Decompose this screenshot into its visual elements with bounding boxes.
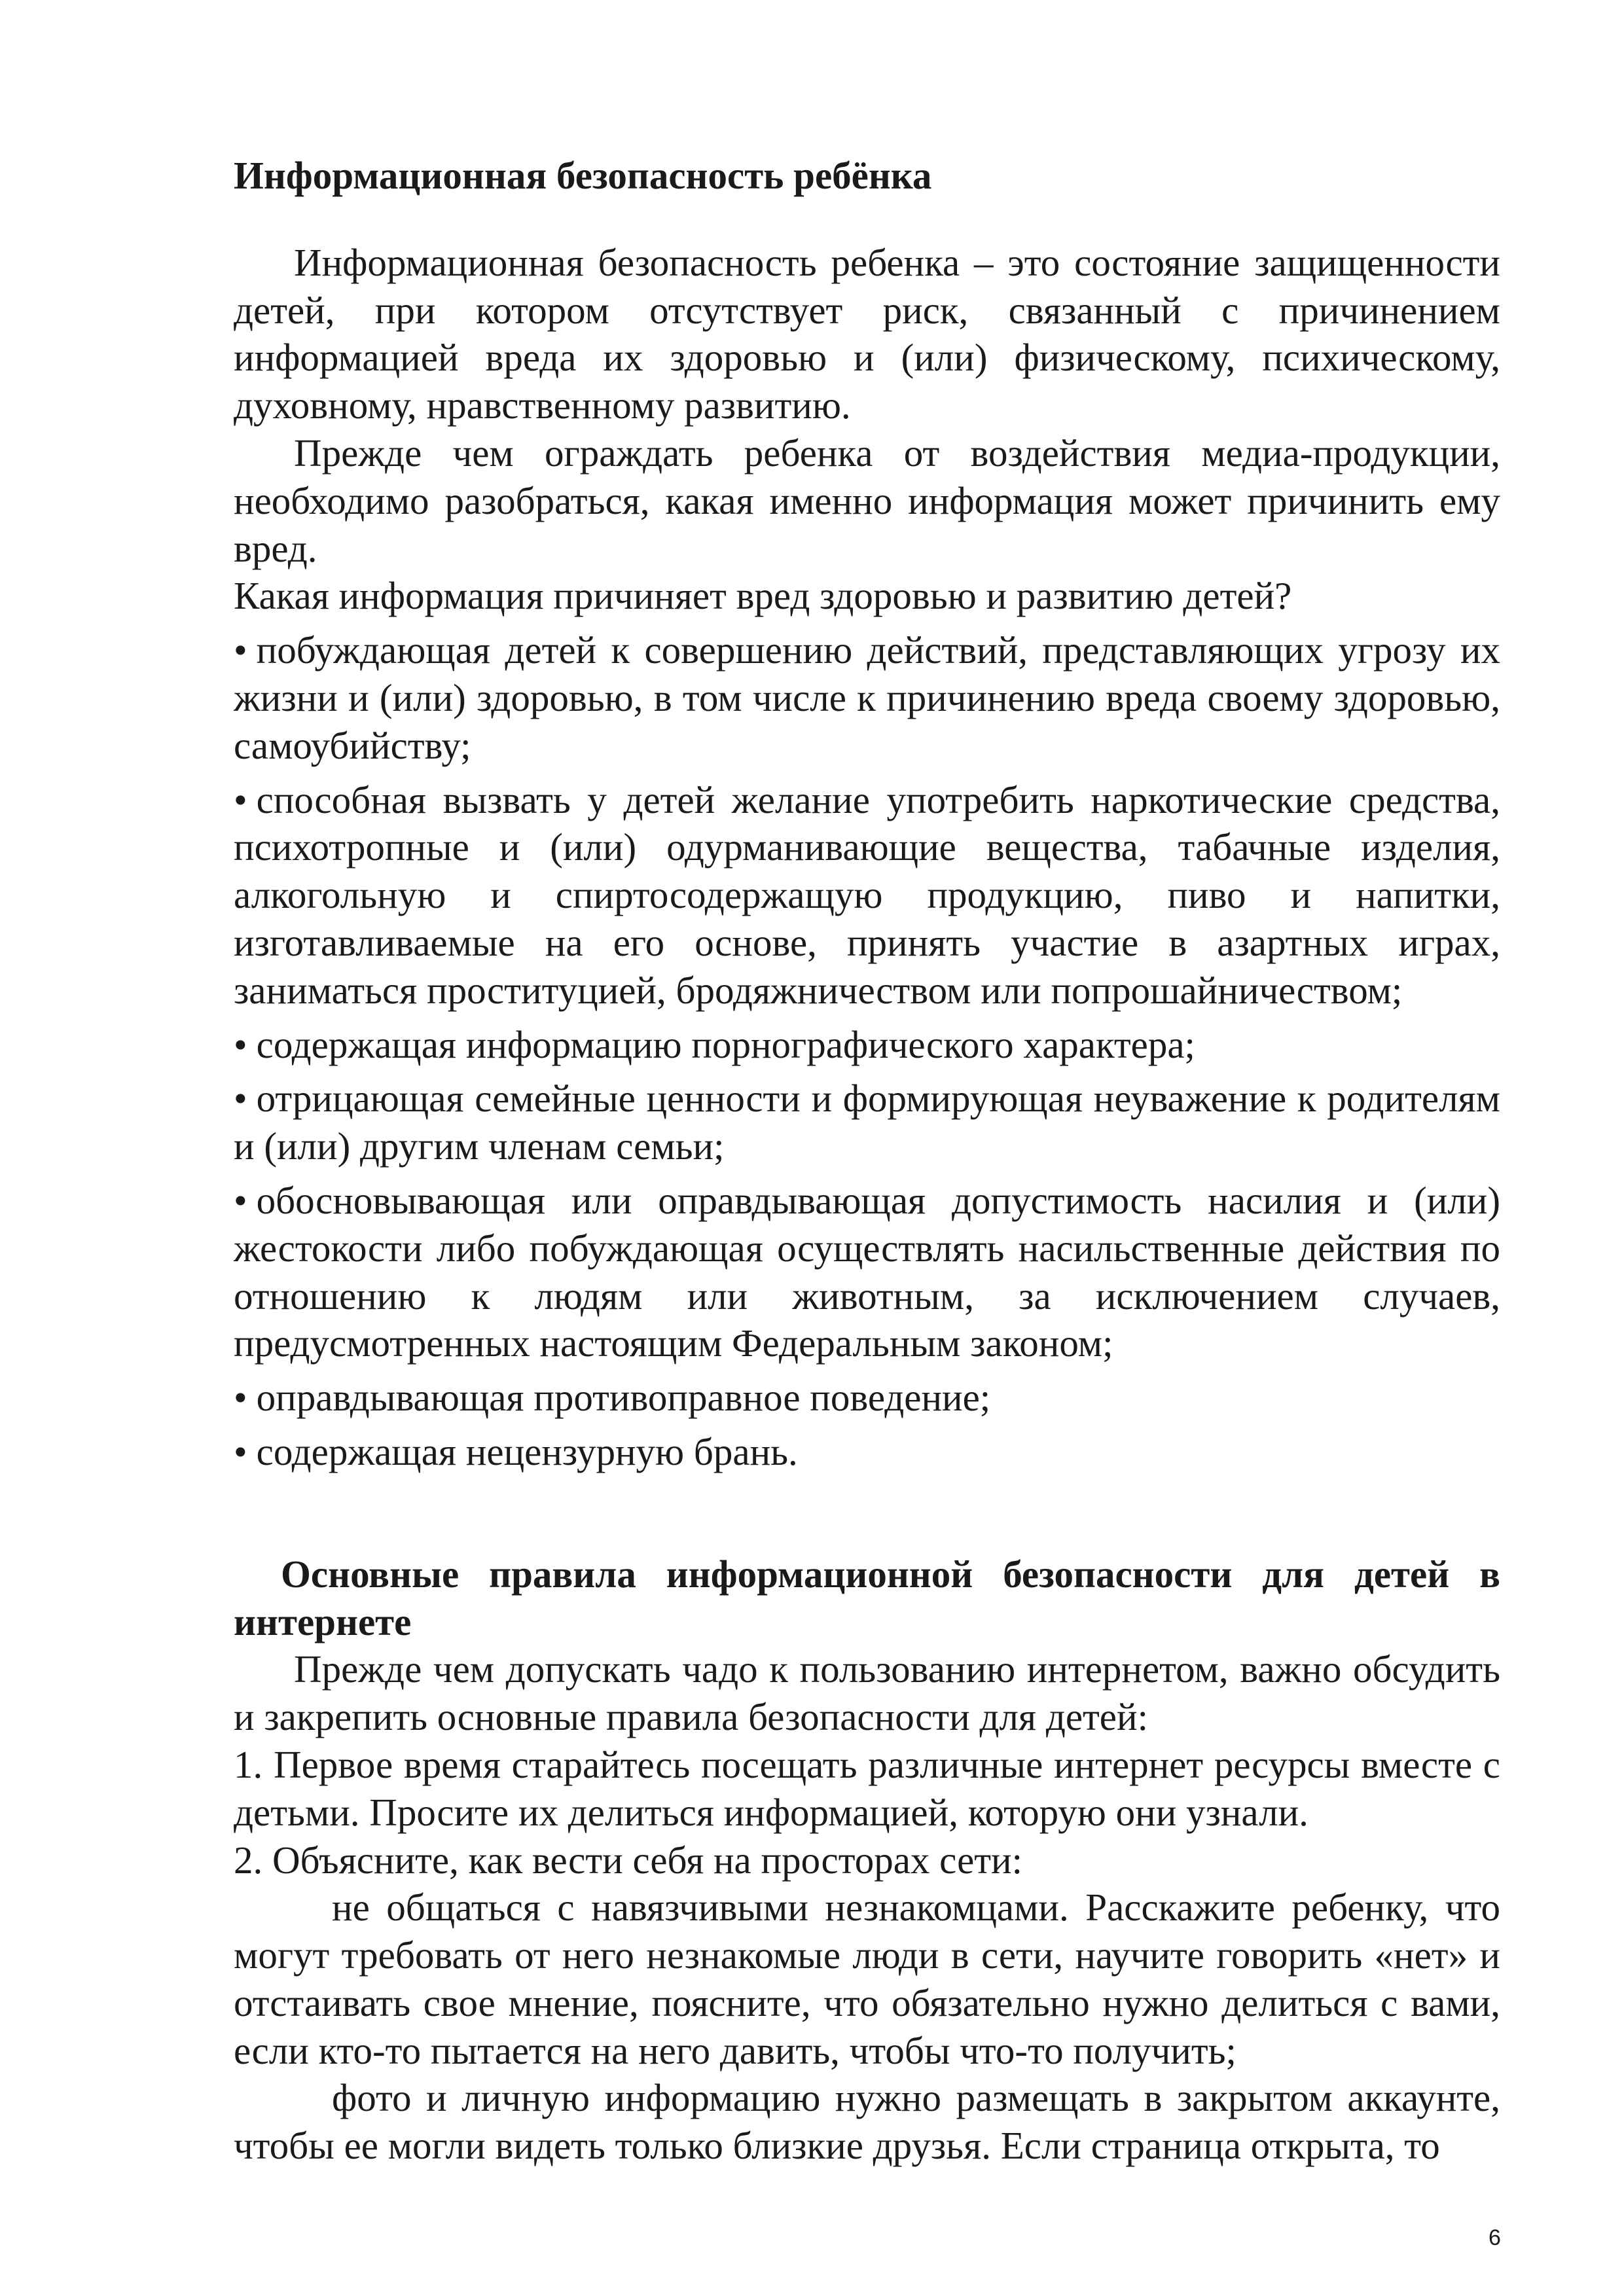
list-item bbox=[234, 1374, 1500, 1422]
rule-2: 2. Объясните, как вести себя на просторах сети: bbox=[234, 1838, 1023, 1882]
rule-2-point-strangers: не общаться с навязчивыми незнакомцами. Расскажите ребенку, что могут требовать от него незнакомые люди в сети, научите говорить «нет» и отстаивать свое мнение, поясните, что обязательно нужно делиться с вами, если кто-то пытается на него давить, чтобы что-то получить; bbox=[234, 1886, 1500, 2072]
list-item-text: обосновывающая или оправдывающая допустимость насилия и (или) жестокости либо побуждающая осуществлять насильственные действия по отношению к людям или животным, за исключением случаев, предусмотренных настоящим Федеральным законом; bbox=[234, 1178, 1500, 1365]
list-item bbox=[234, 1021, 1500, 1069]
bullet-icon: • bbox=[234, 628, 247, 672]
list-item bbox=[234, 1075, 1500, 1170]
list-item bbox=[234, 776, 1500, 1014]
bullet-icon: • bbox=[234, 1077, 247, 1121]
list-item bbox=[234, 626, 1500, 769]
rules-intro-paragraph: Прежде чем допускать чадо к пользованию интернетом, важно обсудить и закрепить основные правила безопасности для детей: bbox=[234, 1647, 1500, 1739]
harmful-info-question: Какая информация причиняет вред здоровью и развитию детей? bbox=[234, 574, 1292, 618]
page-content bbox=[234, 152, 1500, 2170]
intro-paragraph: Прежде чем ограждать ребенка от воздействия медиа-продукции, необходимо разобраться, какая именно информация может причинить ему вред. bbox=[234, 431, 1500, 570]
list-item-text: содержащая информацию порнографического характера; bbox=[256, 1022, 1195, 1066]
bullet-icon: • bbox=[234, 778, 247, 821]
page-number: 6 bbox=[1489, 2225, 1501, 2250]
bullet-icon: • bbox=[234, 1429, 247, 1473]
definition-paragraph: Информационная безопасность ребенка – это состояние защищенности детей, при котором отсутствует риск, связанный с причинением информацией вреда их здоровью и (или) физическому, психическому, духовному, нравственному развитию. bbox=[234, 240, 1500, 427]
bullet-icon: • bbox=[234, 1178, 247, 1222]
bullet-icon: • bbox=[234, 1376, 247, 1420]
list-item-text: оправдывающая противоправное поведение; bbox=[256, 1376, 991, 1420]
section-title-child-info-security: Информационная безопасность ребёнка bbox=[234, 154, 932, 197]
list-item-text: побуждающая детей к совершению действий, представляющих угрозу их жизни и (или) здоровью, в том числе к причинению вреда своему здоровью, самоубийству; bbox=[234, 628, 1500, 767]
list-item-text: отрицающая семейные ценности и формирующая неуважение к родителям и (или) другим членам семьи; bbox=[234, 1077, 1500, 1168]
list-item-text: способная вызвать у детей желание употребить наркотические средства, психотропные и (или) одурманивающие вещества, табачные изделия, алкогольную и спиртосодержащую продукцию, пиво и напитки, изготавливаемые на его основе, принять участие в азартных играх, заниматься проституцией, бродяжничеством или попрошайничеством; bbox=[234, 778, 1500, 1012]
section-title-internet-safety-rules: Основные правила информационной безопасности для детей в интернете bbox=[234, 1552, 1500, 1643]
rule-1: 1. Первое время старайтесь посещать различные интернет ресурсы вместе с детьми. Просите их делиться информацией, которую они узнали. bbox=[234, 1742, 1500, 1834]
list-item-text: содержащая нецензурную брань. bbox=[256, 1429, 798, 1473]
rule-2-point-private-account: фото и личную информацию нужно размещать в закрытом аккаунте, чтобы ее могли видеть только близкие друзья. Если страница открыта, то bbox=[234, 2076, 1500, 2168]
bullet-icon: • bbox=[234, 1022, 247, 1066]
list-item bbox=[234, 1428, 1500, 1476]
list-item bbox=[234, 1177, 1500, 1367]
